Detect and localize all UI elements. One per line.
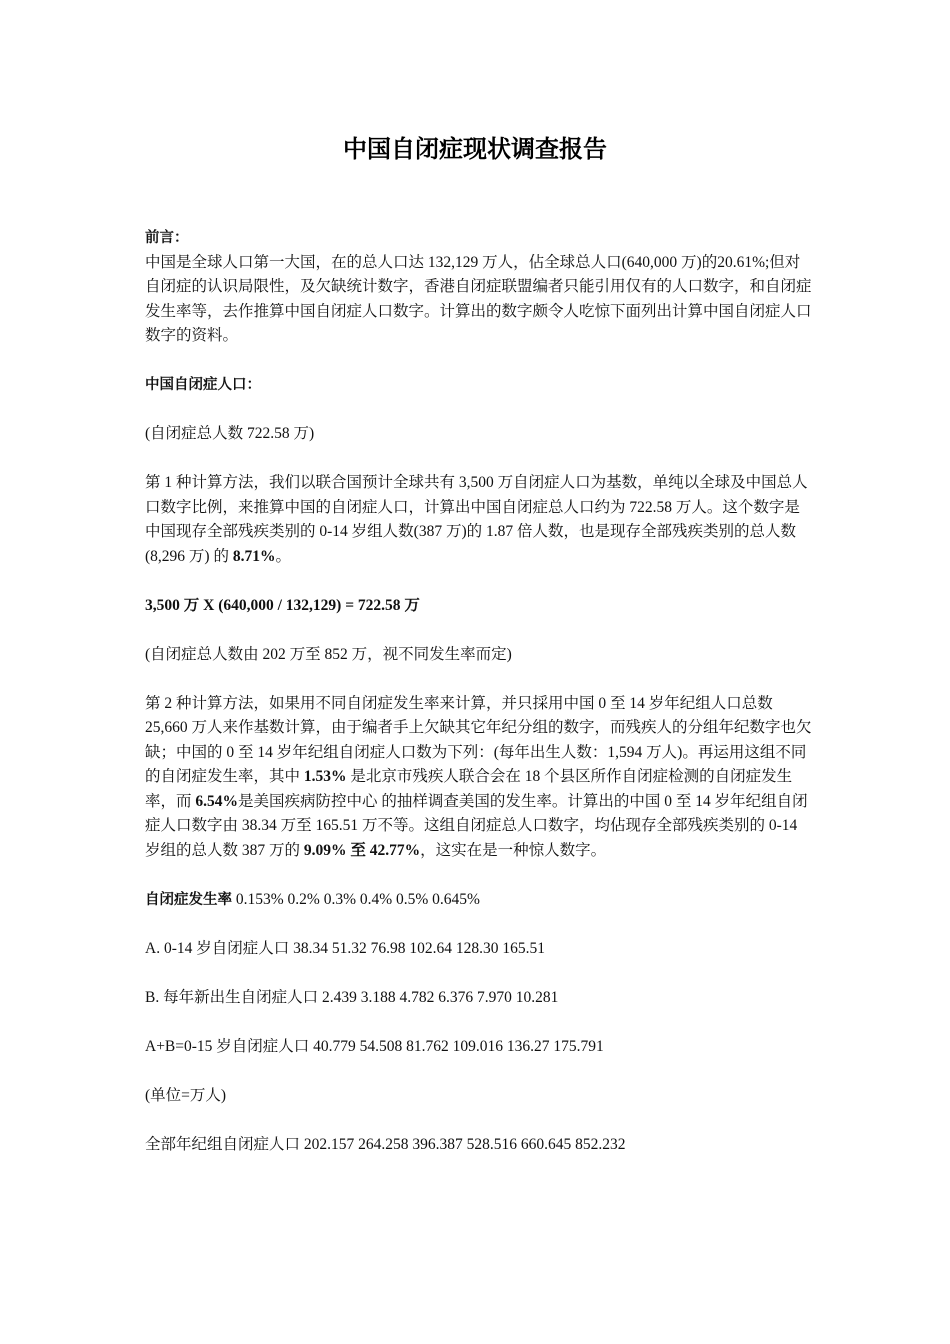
formula: 3,500 万 X (640,000 / 132,129) = 722.58 万 [145, 596, 420, 614]
rates-label: 自闭症发生率 [145, 891, 232, 908]
row-all: 全部年纪组自闭症人口 202.157 264.258 396.387 528.516 660.645 852.232 [145, 1135, 626, 1153]
total-note: (自闭症总人数 722.58 万) [145, 425, 315, 442]
preface-paragraph: 中国是全球人口第一大国，在的总人口达 132,129 万人，佔全球总人口(640,000 万)的20.61%;但对自闭症的认识局限性，及欠缺统计数字，香港自闭症联盟编者只能引用仅有的人口数字，和自闭症发生率等，去作推算中国自闭症人口数字。计算出的数字颇令人吃惊下面列出计算中国自闭症人口数字的资料。 [145, 253, 812, 344]
row-ab: A+B=0-15 岁自闭症人口 40.779 54.508 81.762 109.016 136.27 175.791 [145, 1037, 604, 1055]
method1-text: 第 1 种计算方法，我们以联合国预计全球共有 3,500 万自闭症人口为基数，单纯以全球及中国总人口数字比例，来推算中国的自闭症人口，计算出中国自闭症总人口约为 722.58 万人。这个数字是中国现存全部残疾类别的 0-14 岁组人数(387 万)的 1.87 倍人数，也是现存全部残疾类别的总人数 (8,296 万) 的 [145, 474, 808, 565]
range-note: (自闭症总人数由 202 万至 852 万，视不同发生率而定) [145, 645, 512, 663]
rates-values: 0.153% 0.2% 0.3% 0.4% 0.5% 0.645% [232, 890, 480, 908]
unit-note: (单位=万人) [145, 1086, 227, 1104]
method1-end: 。 [275, 547, 291, 565]
row-b: B. 每年新出生自闭症人口 2.439 3.188 4.782 6.376 7.970 10.281 [145, 988, 559, 1006]
rates-row [145, 888, 813, 913]
method2-bold2: 6.54% [195, 792, 239, 810]
method2-bold1: 1.53% [303, 768, 347, 785]
row-a: A. 0-14 岁自闭症人口 38.34 51.32 76.98 102.64 128.30 165.51 [145, 939, 545, 957]
method2-part4: ，这实在是一种惊人数字。 [420, 841, 607, 859]
method1-paragraph [145, 471, 813, 569]
method2-bold3: 9.09% 至 42.77% [303, 841, 421, 859]
method2-paragraph [145, 692, 813, 864]
document-title: 中国自闭症现状调查报告 [343, 135, 607, 163]
method1-bold: 8.71% [232, 547, 276, 565]
section-heading: 中国自闭症人口： [145, 377, 261, 393]
document-body [145, 226, 813, 1182]
method2-part2: 是北京市残疾人联合会在 18 个县区所作自闭症检测的自闭症发生率，而 [145, 768, 793, 810]
preface-heading: 前言： [145, 230, 189, 246]
method2-part1: 第 2 种计算方法，如果用不同自闭症发生率来计算，并只採用中国 0 至 14 岁年纪组人口总数 25,660 万人来作基数计算，由于编者手上欠缺其它年纪分组的数字，而残疾人的分组年纪数字也欠缺；中国的 0 至 14 岁年纪组自闭症人口数为下列：(每年出生人数：1,594 万人)。再运用这组不同的自闭症发生率，其中 [145, 694, 812, 785]
method2-part3: 是美国疾病防控中心 的抽样调查美国的发生率。计算出的中国 0 至 14 岁年纪组自闭症人口数字由 38.34 万至 165.51 万不等。这组自闭症总人口数字，均佔现存全部残疾类别的 0-14 岁组的总人数 387 万的 [145, 792, 808, 859]
